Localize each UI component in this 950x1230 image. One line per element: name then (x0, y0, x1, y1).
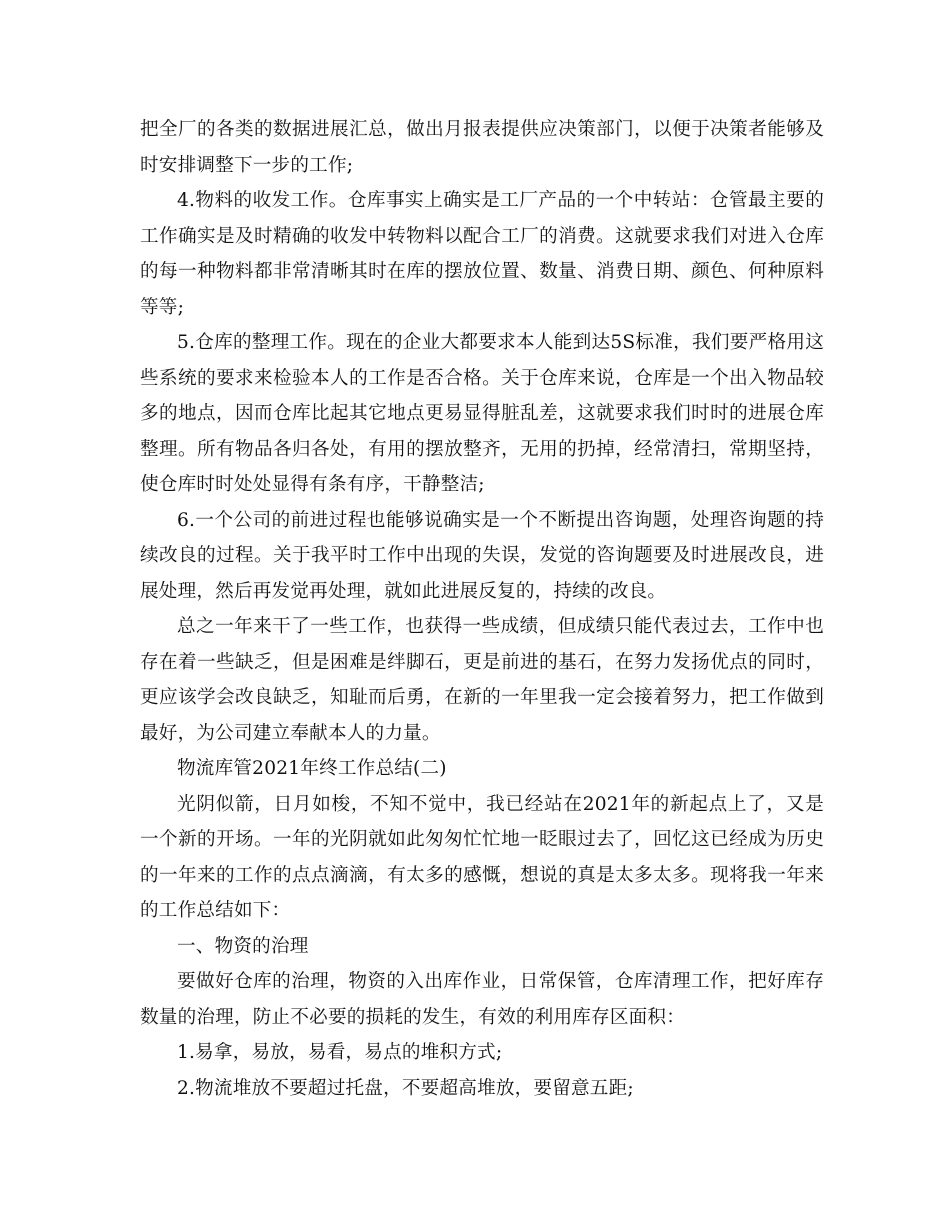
paragraph-intro: 光阴似箭，日月如梭，不知不觉中，我已经站在2021年的新起点上了，又是一个新的开场。一年的光阴就如此匆匆忙忙地一眨眼过去了，回忆这已经成为历史的一年来的工作的点点滴滴，有太多的感慨，想说的真是太多太多。现将我一年来的工作总结如下： (140, 793, 824, 921)
section-heading-1: 一、物资的治理 (177, 935, 309, 957)
paragraph-item-4: 4.物料的收发工作。仓库事实上确实是工厂产品的一个中转站：仓管最主要的工作确实是及时精确的收发中转物料以配合工厂的消费。这就要求我们对进入仓库的每一种物料都非常清晰其时在库的摆放位置、数量、消费日期、颜色、何种原料等等; (140, 190, 824, 318)
section-title: 物流库管2021年终工作总结(二) (177, 758, 447, 779)
paragraph-warehouse-management: 要做好仓库的治理，物资的入出库作业，日常保管，仓库清理工作，把好库存数量的治理，防止不必要的损耗的发生，有效的利用库存区面积： (140, 971, 824, 1028)
list-item-2: 2.物流堆放不要超过托盘，不要超高堆放，要留意五距; (177, 1077, 634, 1099)
document-body (140, 112, 824, 1106)
paragraph-conclusion: 总之一年来干了一些工作，也获得一些成绩，但成绩只能代表过去，工作中也存在着一些缺乏，但是困难是绊脚石，更是前进的基石，在努力发扬优点的同时，更应该学会改良缺乏，知耻而后勇，在新的一年里我一定会接着努力，把工作做到最好，为公司建立奉献本人的力量。 (140, 616, 824, 744)
paragraph-item-6: 6.一个公司的前进过程也能够说确实是一个不断提出咨询题，处理咨询题的持续改良的过程。关于我平时工作中出现的失误，发觉的咨询题要及时进展改良，进展处理，然后再发觉再处理，就如此进展反复的，持续的改良。 (140, 509, 824, 602)
paragraph-item-5: 5.仓库的整理工作。现在的企业大都要求本人能到达5S标准，我们要严格用这些系统的要求来检验本人的工作是否合格。关于仓库来说，仓库是一个出入物品较多的地点，因而仓库比起其它地点更易显得脏乱差，这就要求我们时时的进展仓库整理。所有物品各归各处，有用的摆放整齐，无用的扔掉，经常清扫，常期坚持，使仓库时时处处显得有条有序，干静整洁; (140, 332, 824, 495)
list-item-1: 1.易拿，易放，易看，易点的堆积方式; (177, 1042, 503, 1063)
paragraph-data-summary: 把全厂的各类的数据进展汇总，做出月报表提供应决策部门，以便于决策者能够及时安排调整下一步的工作; (140, 119, 824, 176)
